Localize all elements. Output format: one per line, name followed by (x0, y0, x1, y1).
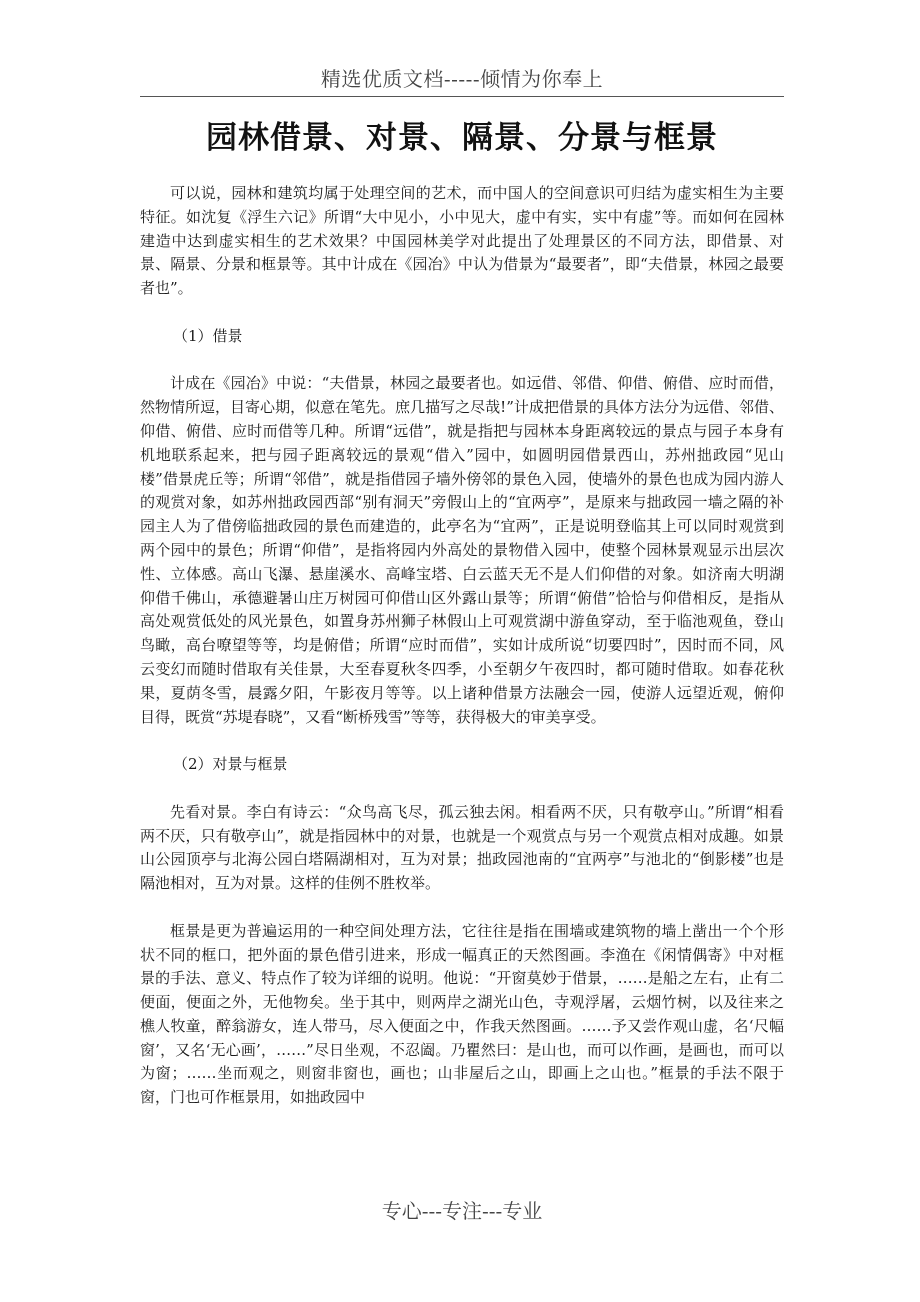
intro-paragraph: 可以说，园林和建筑均属于处理空间的艺术，而中国人的空间意识可归结为虚实相生为主要特征。如沈复《浮生六记》所谓“大中见小，小中见大，虚中有实，实中有虚”等。而如何在园林建造中达到虚实相生的艺术效果？中国园林美学对此提出了处理景区的不同方法，即借景、对景、隔景、分景和框景等。其中计成在《园冶》中认为借景为“最要者”，即“夫借景，林园之最要者也”。 (140, 184, 784, 298)
framed-scenery-paragraph: 框景是更为普遍运用的一种空间处理方法，它往往是指在围墙或建筑物的墙上凿出一个个形状不同的框口，把外面的景色借引进来，形成一幅真正的天然图画。李渔在《闲情偶寄》中对框景的手法、意义、特点作了较为详细的说明。他说：“开窗莫妙于借景，……是船之左右，止有二便面，便面之外，无他物矣。坐于其中，则两岸之湖光山色，寺观浮屠，云烟竹树，以及往来之樵人牧童，醉翁游女，连人带马，尽入便面之中，作我天然图画。……予又尝作观山虚，名‘尺幅窗’，又名‘无心画’，……”尽日坐观，不忍阖。乃瞿然曰：是山也，而可以作画，是画也，而可以为窗；……坐而观之，则窗非窗也，画也；山非屋后之山，即画上之山也。”框景的手法不限于窗，门也可作框景用，如拙政园中 (140, 921, 784, 1107)
paragraph-gap (140, 777, 784, 801)
section-heading-opposite-and-framed-scenery: （2）对景与框景 (173, 755, 288, 774)
borrowed-scenery-paragraph: 计成在《园冶》中说：“夫借景，林园之最要者也。如远借、邻借、仰借、俯借、应时而借，然物情所逗，目寄心期，似意在笔先。庶几描写之尽哉!”计成把借景的具体方法分为远借、邻借、仰借、俯借、应时而借等几种。所谓“远借”，就是指把与园林本身距离较远的景点与园子本身有机地联系起来，把与园子距离较远的景观“借入”园中，如圆明园借景西山，苏州拙政园“见山楼”借景虎丘等；所谓“邻借”，就是指借园子墙外傍邻的景色入园，使墙外的景色也成为园内游人的观赏对象，如苏州拙政园西部“别有洞天”旁假山上的“宜两亭”，是原来与拙政园一墙之隔的补园主人为了借傍临拙政园的景色而建造的，此亭名为“宜两”，正是说明登临其上可以同时观赏到两个园中的景色；所谓“仰借”，是指将园内外高处的景物借入园中，使整个园林景观显示出层次性、立体感。高山飞瀑、悬崖溪水、高峰宝塔、白云蓝天无不是人们仰借的对象。如济南大明湖仰借千佛山，承德避暑山庄万树园可仰借山区外露山景等；所谓“俯借”恰恰与仰借相反，是指从高处观赏低处的风光景色，如置身苏州狮子林假山上可观赏湖中游鱼穿动，至于临池观鱼，登山鸟瞰，高台嘹望等等，均是俯借；所谓“应时而借”，实如计成所说“切要四时”，因时而不同，风云变幻而随时借取有关佳景，大至春夏秋冬四季，小至朝夕午夜四时，都可随时借取。如春花秋果，夏荫冬雪，晨露夕阳，午影夜月等等。以上诸种借景方法融会一园，使游人远望近观，俯仰目得，既赏“苏堤春晓”，又看“断桥残雪”等等，获得极大的审美享受。 (140, 374, 784, 726)
document-title: 园林借景、对景、隔景、分景与框景 (206, 120, 718, 156)
paragraph-gap (140, 301, 784, 325)
opposite-scenery-paragraph: 先看对景。李白有诗云：“众鸟高飞尽，孤云独去闲。相看两不厌，只有敬亭山。”所谓“相看两不厌，只有敬亭山”，就是指园林中的对景，也就是一个观赏点与另一个观赏点相对成趣。如景山公园顶亭与北海公园白塔隔湖相对，互为对景；拙政园池南的“宜两亭”与池北的“倒影楼”也是隔池相对，互为对景。这样的佳例不胜枚举。 (140, 802, 784, 893)
paragraph-gap (140, 349, 784, 373)
section-heading-borrowed-scenery: （1）借景 (173, 326, 243, 345)
page-header: 精选优质文档-----倾情为你奉上 (140, 62, 784, 97)
page-footer: 专心---专注---专业 (381, 1199, 543, 1223)
paragraph-gap (140, 729, 784, 753)
document-body (140, 182, 784, 1110)
paragraph-gap (140, 896, 784, 920)
